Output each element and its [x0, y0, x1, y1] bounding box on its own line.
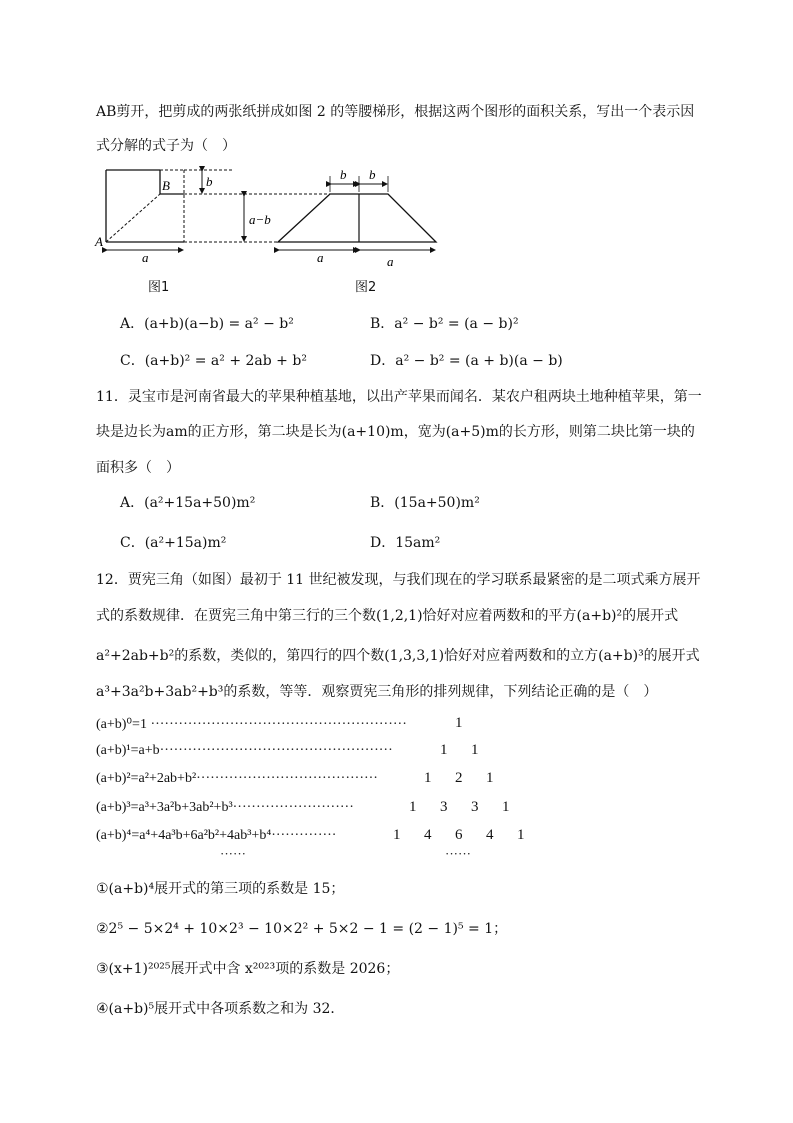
fig1-cut-line [106, 194, 160, 242]
q12-statement-2: ②2⁵ − 5×2⁴ + 10×2³ − 10×2² + 5×2 − 1 = (2 − 1)⁵ = 1； [96, 921, 508, 937]
label-b-fig2-right: b [369, 167, 376, 182]
coef-r3-c3: 1 [502, 799, 510, 815]
ellipsis-right: ······ [445, 846, 471, 861]
triangle-row-2: (a+b)²=a²+2ab+b²······································· [96, 771, 378, 786]
q11-option-d: D．15am² [370, 535, 441, 551]
coef-r4-c0: 1 [393, 827, 401, 843]
label-a-fig2-right: a [387, 254, 394, 269]
q11-text-line1: 11．灵宝市是河南省最大的苹果种植基地，以出产苹果而闻名．某农户租两块土地种植苹果，第一 [96, 389, 702, 405]
coef-r4-c3: 4 [486, 827, 494, 843]
coef-r2-c2: 1 [486, 770, 494, 786]
q11-option-a: A．(a²+15a+50)m² [120, 495, 256, 511]
q12-statement-1: ①(a+b)⁴展开式的第三项的系数是 15； [96, 881, 345, 897]
triangle-row-1: (a+b)¹=a+b·················································· [96, 743, 393, 758]
coef-r2-c1: 2 [455, 770, 463, 786]
q11-option-c: C．(a²+15a)m² [120, 535, 227, 551]
q10-option-b: B．a² − b² = (a − b)² [370, 316, 519, 332]
label-B: B [162, 178, 170, 193]
coef-r4-c1: 4 [424, 827, 432, 843]
label-a-minus-b: a−b [249, 212, 271, 227]
q10-option-d: D．a² − b² = (a + b)(a − b) [370, 353, 563, 369]
q12-statement-4: ④(a+b)⁵展开式中各项系数之和为 32． [96, 1001, 345, 1017]
q10-option-a: A．(a+b)(a−b) = a² − b² [120, 316, 294, 332]
label-b-fig2-left: b [340, 167, 347, 182]
coef-r0-c0: 1 [455, 715, 463, 731]
fig1-caption: 图1 [148, 280, 170, 295]
q12-text-line3: a²+2ab+b²的系数，类似的，第四行的四个数(1,3,3,1)恰好对应着两数和的立方(a+b)³的展开式 [96, 648, 700, 664]
q12-text-line2: 式的系数规律．在贾宪三角中第三行的三个数(1,2,1)恰好对应着两数和的平方(a+b)²的展开式 [96, 608, 679, 624]
coef-r1-c1: 1 [471, 742, 479, 758]
label-a-fig2-left: a [317, 250, 324, 265]
q10-text-line2: 式分解的式子为（ ） [96, 138, 236, 154]
q10-option-c: C．(a+b)² = a² + 2ab + b² [120, 353, 307, 369]
label-b-fig1: b [206, 174, 213, 189]
coef-r4-c4: 1 [517, 827, 525, 843]
ellipsis-left: ······ [220, 846, 246, 861]
triangle-row-3: (a+b)³=a³+3a²b+3ab²+b³·························· [96, 800, 354, 815]
q12-statement-3: ③(x+1)²⁰²⁵展开式中含 x²⁰²³项的系数是 2026； [96, 961, 400, 977]
q10-figures [92, 162, 452, 297]
coef-r3-c2: 3 [471, 799, 479, 815]
q11-text-line2: 块是边长为am的正方形，第二块是长为(a+10)m，宽为(a+5)m的长方形，则第二块比第一块的 [96, 424, 695, 440]
triangle-row-0: (a+b)⁰=1 ······················································· [96, 717, 407, 732]
coef-r4-c2: 6 [455, 827, 463, 843]
coef-r2-c0: 1 [424, 770, 432, 786]
coef-r3-c0: 1 [409, 799, 417, 815]
coef-r1-c0: 1 [440, 742, 448, 758]
fig2-trapezoid [278, 194, 436, 242]
q11-option-b: B．(15a+50)m² [370, 495, 480, 511]
label-a-fig1: a [142, 250, 149, 265]
q10-text-line1: AB剪开，把剪成的两张纸拼成如图 2 的等腰梯形，根据这两个图形的面积关系，写出一个表示因 [96, 104, 695, 120]
q12-text-line4: a³+3a²b+3ab²+b³的系数，等等．观察贾宪三角形的排列规律，下列结论正确的是（ ） [96, 684, 658, 700]
q11-text-line3: 面积多（ ） [96, 460, 180, 476]
fig2-caption: 图2 [355, 280, 377, 295]
triangle-row-4: (a+b)⁴=a⁴+4a³b+6a²b²+4ab³+b⁴·············· [96, 828, 337, 843]
coef-r3-c1: 3 [440, 799, 448, 815]
q12-text-line1: 12．贾宪三角（如图）最初于 11 世纪被发现，与我们现在的学习联系最紧密的是二项式乘方展开 [96, 572, 701, 588]
label-A: A [95, 234, 103, 249]
